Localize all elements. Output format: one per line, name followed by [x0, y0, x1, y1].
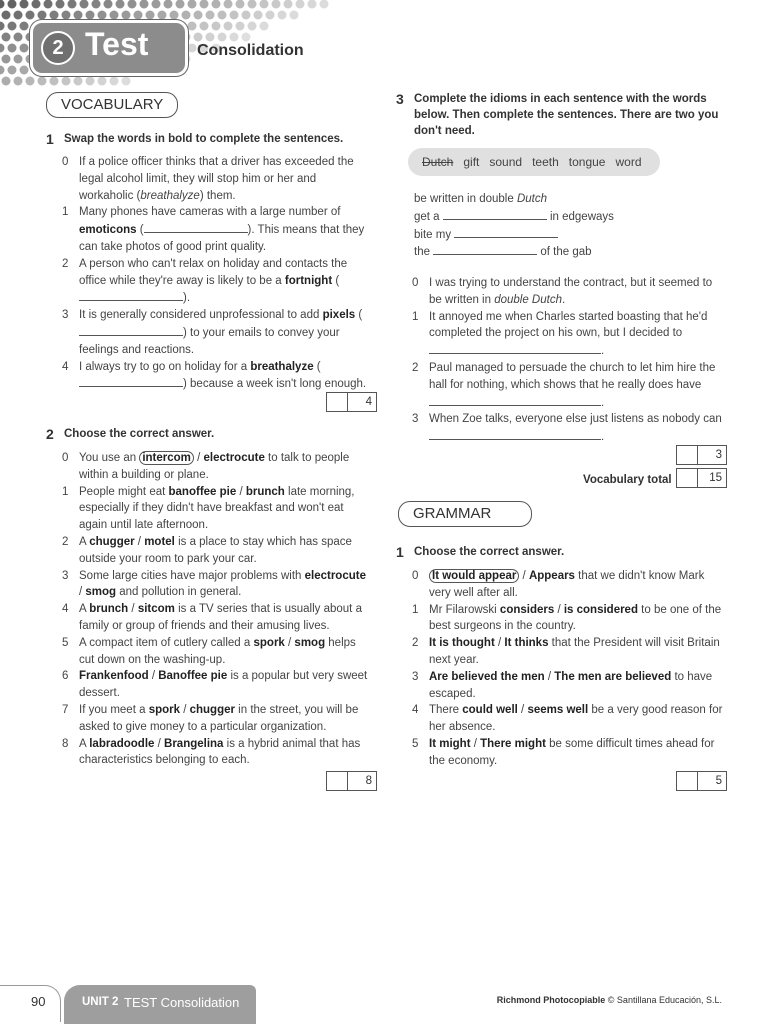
list-item: 6 Frankenfood / Banoffee pie is a popular but very sweet dessert. — [62, 670, 368, 700]
list-item: 1 Many phones have cameras with a large number of emoticons ( ). This means that they can take photos of good print quality. — [62, 206, 365, 253]
item-number: 6 — [62, 670, 69, 683]
item-number: 0 — [62, 156, 69, 168]
page-subtitle: Consolidation — [197, 42, 304, 59]
item-number: 2 — [62, 535, 69, 548]
word-option: tongue — [568, 155, 606, 169]
option-b: chugger — [189, 703, 235, 716]
option-a: electrocute — [304, 569, 366, 582]
vocabulary-heading: VOCABULARY — [46, 92, 178, 118]
exercise-number: 2 — [46, 426, 54, 442]
answer-blank — [79, 289, 183, 301]
item-number: 3 — [412, 670, 419, 683]
score-box: 3 — [676, 445, 727, 465]
exercise-number: 3 — [396, 91, 404, 107]
test-label: Test — [85, 26, 149, 62]
answer-blank — [443, 208, 547, 220]
list-item: 1 People might eat banoffee pie / brunch late morning, especially if they didn't have breakfast and won't eat again until late afternoon. — [62, 485, 355, 532]
list-item: 7 If you meet a spork / chugger in the street, you will be asked to give money to a particular organization. — [62, 703, 359, 733]
list-item: 0 You use an intercom / electrocute to talk to people within a building or plane. — [62, 452, 350, 481]
item-number: 1 — [62, 485, 69, 498]
option-b: It thinks — [504, 637, 549, 650]
exercise-number: 1 — [46, 131, 54, 147]
word-option: word — [615, 155, 642, 169]
item-number: 5 — [62, 636, 69, 649]
item-number: 1 — [412, 310, 419, 323]
option-b: Banoffee pie — [158, 670, 228, 683]
exercise-instruction: Choose the correct answer. — [64, 428, 215, 440]
grammar-ex1-list — [412, 568, 724, 770]
unit-footer-tab — [64, 985, 256, 1024]
answer-blank — [79, 324, 183, 336]
answer-blank — [454, 226, 558, 238]
idiom-line: get a in edgeways — [414, 208, 614, 226]
option-b: seems well — [527, 704, 589, 717]
item-number: 0 — [412, 570, 419, 582]
item-number: 4 — [412, 704, 419, 717]
grammar-heading: GRAMMAR — [398, 501, 532, 527]
option-b: Brangelina — [164, 737, 224, 750]
exercise-instruction: Complete the idioms in each sentence with the words below. Then complete the sentences. There are two you don't need. — [414, 93, 719, 137]
list-item: 1 It annoyed me when Charles started boasting that he'd completed the project on his own, but I decided to . — [412, 310, 708, 358]
option-b: electrocute — [203, 452, 265, 464]
item-number: 3 — [412, 413, 419, 426]
word-option: Dutch — [422, 155, 454, 169]
answer-blank — [144, 221, 248, 233]
example-answer: breathalyze — [140, 189, 200, 202]
vocab-ex1-list — [62, 154, 368, 393]
option-a: could well — [462, 704, 518, 717]
list-item: 0 I was trying to understand the contract, but it seemed to be written in double Dutch. — [412, 277, 713, 306]
idiom-line: the of the gab — [414, 243, 614, 261]
option-b: smog — [85, 586, 117, 599]
item-number: 0 — [62, 452, 69, 464]
option-a: intercom — [139, 451, 194, 465]
vocab-ex3-list — [412, 275, 724, 446]
item-number: 2 — [412, 637, 419, 650]
example-answer: double Dutch — [494, 293, 562, 306]
list-item: 0 It would appear / Appears that we didn't know Mark very well after all. — [412, 570, 705, 599]
bold-word: fortnight — [284, 274, 333, 287]
list-item: 0 If a police officer thinks that a driver has exceeded the legal alcohol limit, they will stop him or her and workaholic (breathalyze) them. — [62, 156, 354, 202]
list-item: 2 It is thought / It thinks that the President will visit Britain next year. — [412, 637, 720, 666]
page-number: 90 — [31, 994, 46, 1009]
unit-label: UNIT 2 — [82, 996, 119, 1008]
option-b: smog — [294, 636, 326, 649]
word-option: teeth — [532, 155, 559, 169]
item-number: 3 — [62, 569, 69, 582]
bold-word: breathalyze — [250, 360, 314, 373]
answer-blank — [429, 342, 601, 354]
option-a: Frankenfood — [79, 670, 149, 683]
option-b: sitcom — [137, 603, 175, 616]
option-a: Are believed the men — [429, 670, 545, 683]
list-item: 2 Paul managed to persuade the church to let him hire the hall for nothing, which shows that he really does have . — [412, 361, 716, 409]
exercise-number: 1 — [396, 544, 404, 560]
list-item: 1 Mr Filarowski considers / is considered to be one of the best surgeons in the country. — [412, 603, 722, 633]
score-box: 8 — [326, 771, 377, 791]
list-item: 3 When Zoe talks, everyone else just listens as nobody can . — [412, 413, 722, 444]
idiom-list — [414, 191, 614, 261]
option-a: brunch — [89, 603, 129, 616]
idiom-line: bite my — [414, 226, 614, 244]
option-b: There might — [480, 737, 546, 750]
score-box: 5 — [676, 771, 727, 791]
example-answer: Dutch — [516, 193, 547, 205]
list-item: 8 A labradoodle / Brangelina is a hybrid animal that has characteristics belonging to each. — [62, 737, 361, 767]
item-number: 5 — [412, 737, 419, 750]
exercise-instruction: Choose the correct answer. — [414, 546, 565, 558]
option-b: brunch — [245, 485, 285, 498]
option-a: labradoodle — [89, 737, 155, 750]
vocab-ex2-list — [62, 450, 370, 769]
vocabulary-total-label: Vocabulary total — [583, 474, 672, 486]
list-item: 4 A brunch / sitcom is a TV series that is usually about a family or group of friends and their amusing lives. — [62, 603, 362, 632]
list-item: 3 Some large cities have major problems with electrocute / smog and pollution in general. — [62, 569, 366, 599]
vocabulary-total-box: 15 — [676, 468, 727, 488]
copyright-credit: Richmond Photocopiable © Santillana Educación, S.L. — [496, 995, 722, 1005]
item-number: 4 — [62, 360, 69, 373]
option-a: It would appear — [429, 569, 519, 583]
list-item: 4 I always try to go on holiday for a breathalyze () because a week isn't long enough. — [62, 360, 367, 391]
item-number: 7 — [62, 703, 69, 716]
item-number: 2 — [412, 361, 419, 374]
item-number: 0 — [412, 277, 419, 289]
option-a: spork — [148, 703, 181, 716]
unit-title: TEST Consolidation — [124, 995, 240, 1010]
list-item: 2 A chugger / motel is a place to stay which has space outside your room to park your car. — [62, 535, 352, 565]
item-number: 4 — [62, 603, 69, 616]
exercise-instruction: Swap the words in bold to complete the sentences. — [64, 133, 344, 145]
answer-blank — [79, 375, 183, 387]
test-badge — [30, 20, 188, 76]
option-a: chugger — [89, 535, 135, 548]
word-option: sound — [489, 155, 523, 169]
list-item: 2 A person who can't relax on holiday and contacts the office while they're away is likely to be a fortnight (). — [62, 257, 348, 305]
list-item: 3 Are believed the men / The men are believed to have escaped. — [412, 670, 713, 700]
option-a: It might — [429, 737, 471, 750]
option-a: spork — [253, 636, 285, 649]
score-box: 4 — [326, 392, 377, 412]
list-item: 3 It is generally considered unprofessional to add pixels () to your emails to convey your feelings and reactions. — [62, 309, 363, 356]
option-a: It is thought — [429, 637, 495, 650]
bold-word: pixels — [322, 309, 356, 322]
item-number: 1 — [412, 603, 419, 616]
page-number-tab — [0, 985, 61, 1022]
item-number: 8 — [62, 737, 69, 750]
idiom-line: be written in double Dutch — [414, 193, 547, 205]
list-item: 5 A compact item of cutlery called a spork / smog helps cut down on the washing-up. — [62, 636, 356, 666]
word-box — [408, 148, 660, 176]
option-b: Appears — [528, 570, 575, 582]
list-item: 4 There could well / seems well be a very good reason for her absence. — [412, 704, 723, 734]
option-b: is considered — [563, 603, 638, 616]
word-option: gift — [463, 155, 480, 169]
option-b: The men are believed — [554, 670, 672, 683]
answer-blank — [429, 428, 601, 440]
item-number: 2 — [62, 257, 69, 270]
option-a: considers — [499, 603, 555, 616]
item-number: 3 — [62, 309, 69, 322]
bold-word: emoticons — [79, 224, 137, 237]
list-item: 5 It might / There might be some difficult times ahead for the economy. — [412, 737, 715, 767]
option-b: motel — [144, 535, 175, 548]
answer-blank — [429, 394, 601, 406]
unit-number: 2 — [41, 31, 75, 65]
answer-blank — [433, 243, 537, 255]
item-number: 1 — [62, 206, 69, 219]
option-a: banoffee pie — [168, 485, 237, 498]
